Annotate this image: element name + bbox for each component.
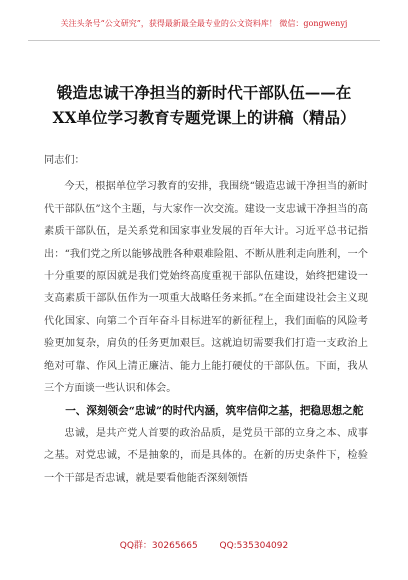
footer-qq-group: QQ群：30265665 xyxy=(119,541,198,551)
title-line-2: XX单位学习教育专题党课上的讲稿（精品） xyxy=(52,108,356,127)
document-title xyxy=(40,80,368,130)
document-body xyxy=(44,150,368,490)
header-text: 关注头条号“公文研究”，获得最新最全最专业的公文资料库！ 微信：gongwenyj xyxy=(60,19,348,28)
header-banner xyxy=(28,18,380,46)
greeting: 同志们： xyxy=(44,155,85,166)
paragraph-intro: 今天，根据单位学习教育的安排，我围绕“锻造忠诚干净担当的新时代干部队伍”这个主题，与大家作一次交流。建设一支忠诚干净担当的高素质干部队伍，是关系党和国家事业发展的百年大计。习近平总书记指出：“我们党之所以能够战胜各种艰难险阻、不断从胜利走向胜利，一个十分重要的原因就是我们党始终高度重视干部队伍建设，始终把建设一支高素质干部队伍作为一项重大战略任务来抓。”在全面建设社会主义现代化国家、向第二个百年奋斗目标进军的新征程上，我们面临的风险考验更加复杂，肩负的任务更加艰巨。这就迫切需要我们打造一支政治上绝对可靠、作风上清正廉洁、能力上能打硬仗的干部队伍。下面，我从三个方面谈一些认识和体会。 xyxy=(44,181,368,395)
footer-qq: QQ:535304092 xyxy=(219,541,289,551)
section-heading-1: 一、深刻领会“忠诚”的时代内涵，筑牢信仰之基，把稳思想之舵 xyxy=(65,405,364,418)
paragraph-loyalty: 忠诚，是共产党人首要的政治品质，是党员干部的立身之本、成事之基。对党忠诚，不是抽象的，而是具体的。在新的历史条件下，检验一个干部是否忠诚，就是要看他能否深刻领悟 xyxy=(44,427,368,484)
title-line-1: 锻造忠诚干净担当的新时代干部队伍——在 xyxy=(56,83,352,102)
footer xyxy=(0,538,408,551)
header-divider xyxy=(28,40,380,41)
